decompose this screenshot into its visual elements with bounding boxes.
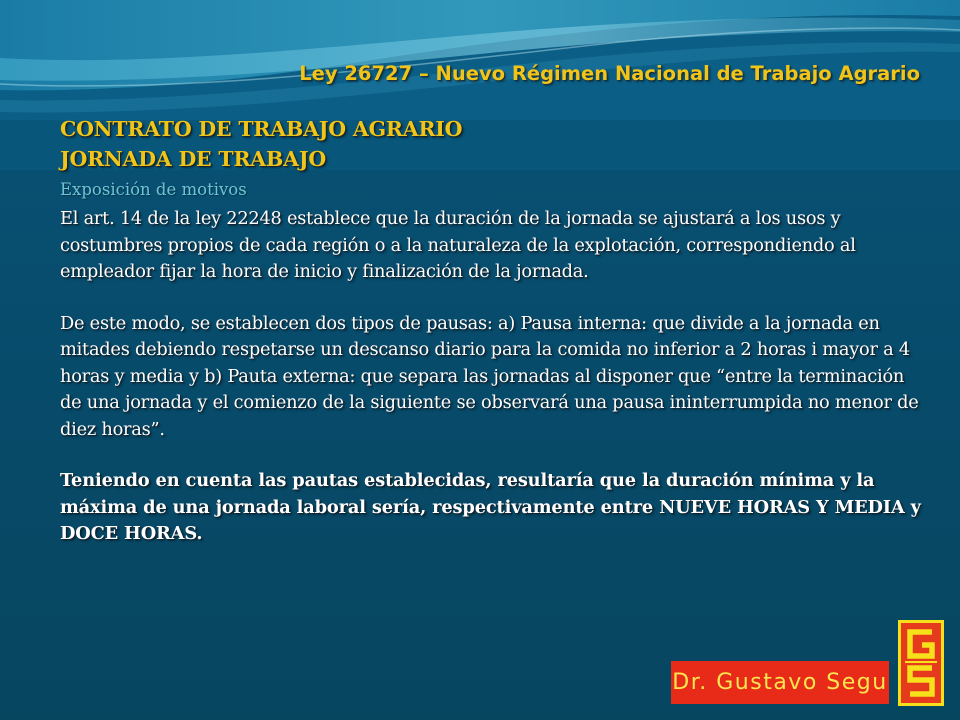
subheading-exposicion: Exposición de motivos (60, 180, 247, 199)
gs-logo-icon (901, 623, 941, 703)
author-name: Dr. Gustavo Segu (672, 670, 888, 695)
heading-contrato: CONTRATO DE TRABAJO AGRARIO (60, 117, 463, 141)
paragraph-conclusion: Teniendo en cuenta las pautas establecidas, resultaría que la duración mínima y la máxima de una jornada laboral sería, respectivamente entre NUEVE HORAS Y MEDIA y DOCE HORAS. (60, 470, 921, 544)
slide-content (60, 114, 930, 548)
paragraph-art-14: El art. 14 de la ley 22248 establece que la duración de la jornada se ajustará a los usos y costumbres propios de cada región o a la naturaleza de la explotación, correspondiendo al empleador fijar la hora de inicio y finalización de la jornada. (60, 208, 856, 282)
heading-jornada: JORNADA DE TRABAJO (60, 147, 326, 171)
author-badge (671, 661, 889, 704)
gs-logo (898, 620, 944, 706)
paragraph-pausas: De este modo, se establecen dos tipos de pausas: a) Pausa interna: que divide a la jornada en mitades debiendo respetarse un descanso diario para la comida no inferior a 2 horas i mayor a 4 horas y media y b) Pauta externa: que separa las jornadas al disponer que “entre la terminación de una jornada y el comienzo de la siguiente se observará una pausa ininterrumpida no menor de diez horas”. (60, 312, 919, 440)
slide-title: Ley 26727 – Nuevo Régimen Nacional de Trabajo Agrario (299, 62, 920, 85)
